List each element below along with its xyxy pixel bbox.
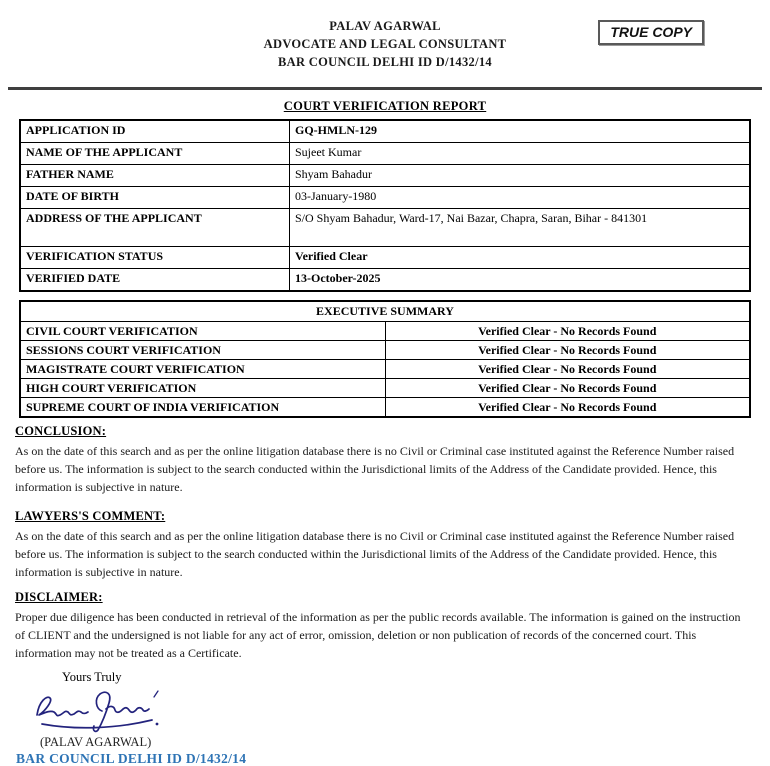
section-heading: LAWYERS'S COMMENT:: [15, 509, 166, 523]
section-lawyers-comment: [15, 509, 755, 581]
row-label: VERIFICATION STATUS: [20, 247, 290, 269]
row-label: CIVIL COURT VERIFICATION: [20, 322, 385, 341]
closing-yours-truly: Yours Truly: [62, 670, 122, 684]
advocate-bar-id: BAR COUNCIL DELHI ID D/1432/14: [278, 55, 492, 69]
header-divider: [8, 87, 762, 90]
row-label: SESSIONS COURT VERIFICATION: [20, 341, 385, 360]
row-value: Verified Clear: [290, 247, 751, 269]
row-value: 13-October-2025: [290, 269, 751, 292]
advocate-title: ADVOCATE AND LEGAL CONSULTANT: [263, 37, 507, 51]
section-body: As on the date of this search and as per the online litigation database there is no Civil or Criminal case instituted against the Reference Number raised before us. The information is subject to the search conducted within the Jurisdictional limits of the Address of the Candidate provided. Hence, this information is subjective in nature.: [15, 444, 735, 494]
executive-summary-table: [19, 300, 751, 418]
row-label: NAME OF THE APPLICANT: [20, 143, 290, 165]
row-label: ADDRESS OF THE APPLICANT: [20, 209, 290, 247]
row-value: Sujeet Kumar: [290, 143, 751, 165]
table-row-application-id: [20, 120, 750, 143]
row-value: Shyam Bahadur: [290, 165, 751, 187]
section-body: As on the date of this search and as per the online litigation database there is no Civil or Criminal case instituted against the Reference Number raised before us. The information is subject to the search conducted within the Jurisdictional limits of the Address of the Candidate provided. Hence, this information is subjective in nature.: [15, 529, 735, 579]
table-row-high-court: [20, 379, 750, 398]
row-label: HIGH COURT VERIFICATION: [20, 379, 385, 398]
handwritten-signature-icon: [30, 687, 170, 735]
true-copy-stamp: TRUE COPY: [598, 20, 704, 45]
section-disclaimer: [15, 590, 755, 662]
report-title: COURT VERIFICATION REPORT: [283, 99, 487, 113]
row-label: VERIFIED DATE: [20, 269, 290, 292]
table-row-verified-date: [20, 269, 750, 292]
section-conclusion: [15, 424, 755, 496]
row-value: 03-January-1980: [290, 187, 751, 209]
section-heading: CONCLUSION:: [15, 424, 107, 438]
table-row-date-of-birth: [20, 187, 750, 209]
table-row-magistrate-court: [20, 360, 750, 379]
row-label: MAGISTRATE COURT VERIFICATION: [20, 360, 385, 379]
table-row-sessions-court: [20, 341, 750, 360]
advocate-name: PALAV AGARWAL: [329, 19, 441, 33]
signatory-name: (PALAV AGARWAL): [40, 735, 152, 749]
section-body: Proper due diligence has been conducted in retrieval of the information as per the public records available. The information is gained on the instruction of CLIENT and the undersigned is not liable for any act of error, omission, deletion or non publication of records of the concerned court. This information may not be treated as a Certificate.: [15, 610, 741, 660]
table-row-applicant-name: [20, 143, 750, 165]
table-row-supreme-court: [20, 398, 750, 418]
table-row-civil-court: [20, 322, 750, 341]
row-value: Verified Clear - No Records Found: [385, 341, 750, 360]
row-value: S/O Shyam Bahadur, Ward-17, Nai Bazar, Chapra, Saran, Bihar - 841301: [290, 209, 751, 247]
section-heading: DISCLAIMER:: [15, 590, 103, 604]
row-label: SUPREME COURT OF INDIA VERIFICATION: [20, 398, 385, 418]
signature-block: [30, 687, 770, 735]
table-row-father-name: [20, 165, 750, 187]
executive-summary-heading: EXECUTIVE SUMMARY: [20, 301, 750, 322]
row-value: GQ-HMLN-129: [290, 120, 751, 143]
row-label: FATHER NAME: [20, 165, 290, 187]
row-label: DATE OF BIRTH: [20, 187, 290, 209]
row-value: Verified Clear - No Records Found: [385, 398, 750, 418]
table-row-verification-status: [20, 247, 750, 269]
row-label: APPLICATION ID: [20, 120, 290, 143]
row-value: Verified Clear - No Records Found: [385, 360, 750, 379]
row-value: Verified Clear - No Records Found: [385, 322, 750, 341]
applicant-details-table: [19, 119, 751, 292]
table-row-address: [20, 209, 750, 247]
row-value: Verified Clear - No Records Found: [385, 379, 750, 398]
signatory-bar-council-id: BAR COUNCIL DELHI ID D/1432/14: [16, 751, 247, 766]
executive-summary-header-row: [20, 301, 750, 322]
